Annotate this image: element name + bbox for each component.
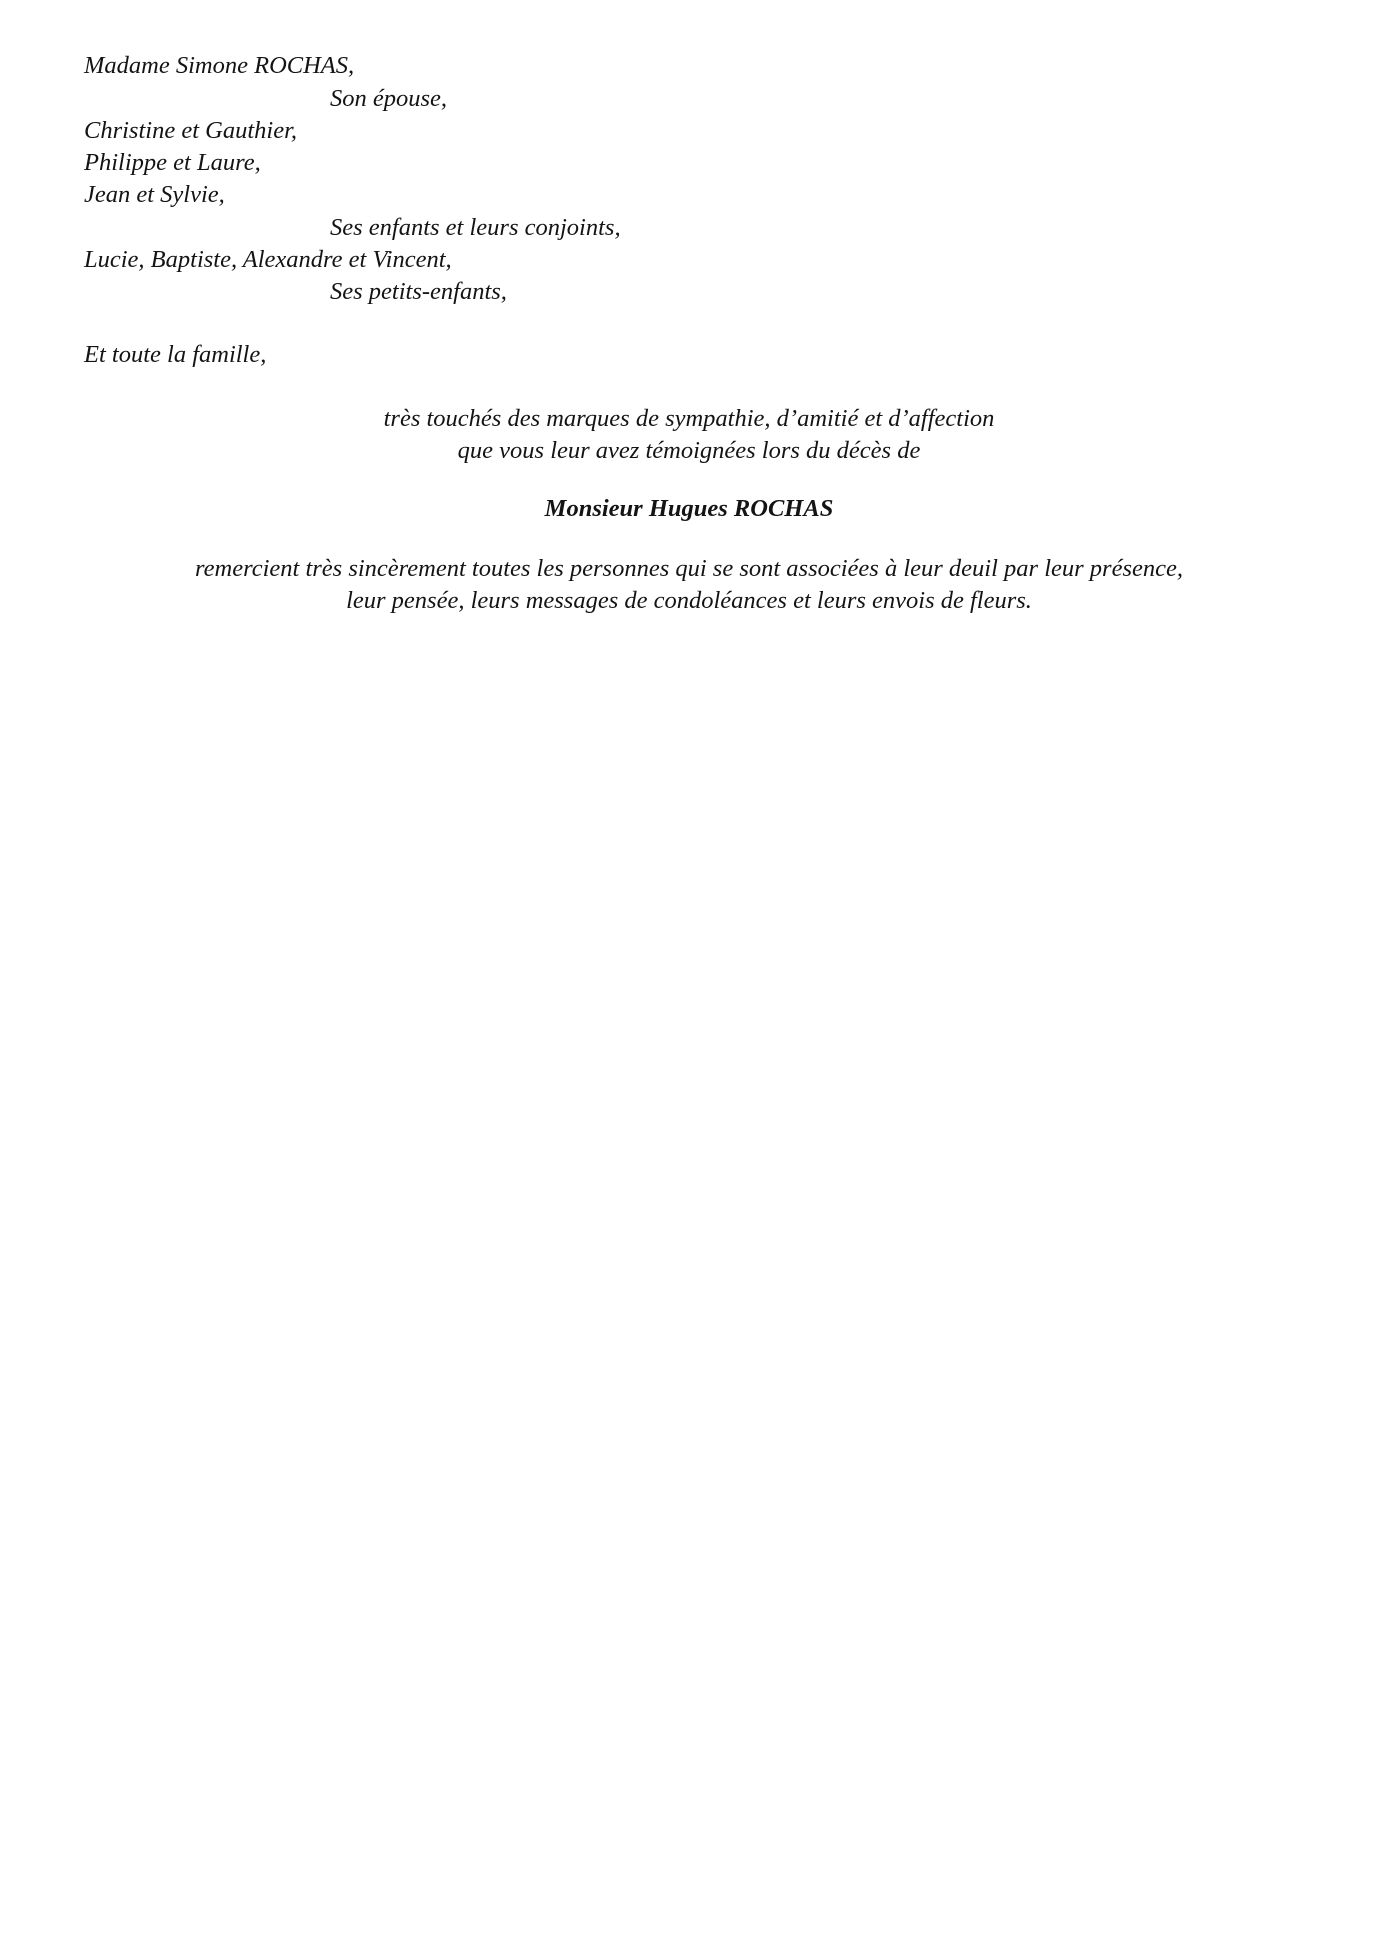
child-couple-1: Christine et Gauthier, [84,117,298,144]
child-couple-3: Jean et Sylvie, [84,181,225,208]
thanks-line-2: leur pensée, leurs messages de condoléances et leurs envois de fleurs. [346,587,1032,614]
deceased-name: Monsieur Hugues ROCHAS [544,495,834,522]
thanks-line-1: remercient très sincèrement toutes les personnes qui se sont associées à leur deuil par leur présence, [195,555,1183,582]
wife-role: Son épouse, [330,85,448,112]
grandchildren-role: Ses petits-enfants, [330,278,507,305]
children-role: Ses enfants et leurs conjoints, [330,214,621,241]
whole-family: Et toute la famille, [84,341,267,368]
sympathy-line-1: très touchés des marques de sympathie, d’amitié et d’affection [383,405,995,432]
grandchildren-names: Lucie, Baptiste, Alexandre et Vincent, [84,246,452,273]
wife-name: Madame Simone ROCHAS, [84,52,355,79]
sympathy-line-2: que vous leur avez témoignées lors du décès de [457,437,921,464]
child-couple-2: Philippe et Laure, [84,149,261,176]
